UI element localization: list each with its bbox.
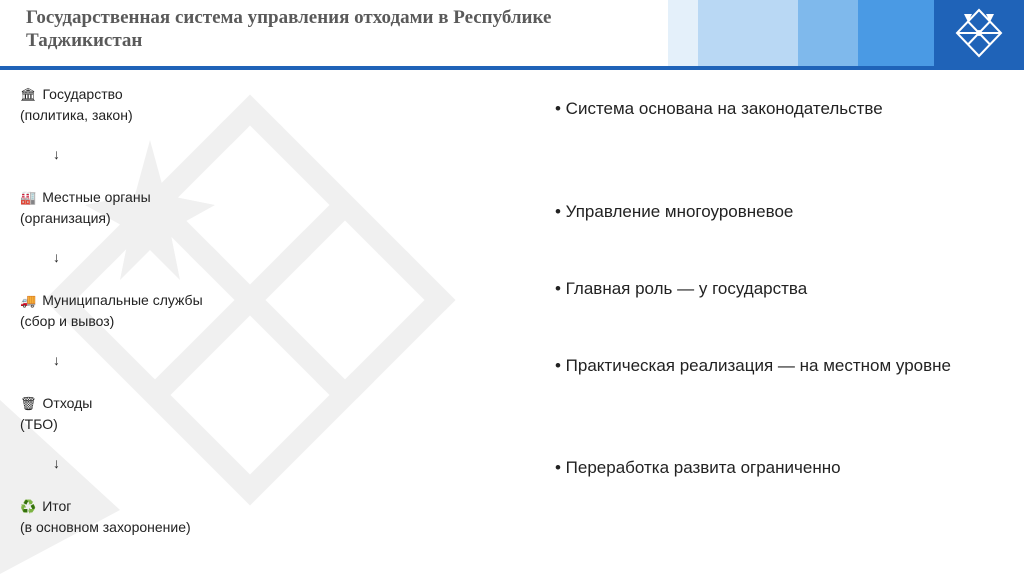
flow-step-subtitle: (организация)	[20, 210, 111, 226]
flow-step-title: Отходы	[42, 395, 93, 411]
header-stripe	[858, 0, 934, 66]
flow-step-waste	[20, 393, 440, 435]
header-stripe	[798, 0, 858, 66]
process-flow	[20, 84, 440, 538]
slide-header	[0, 0, 1024, 70]
flow-step-title: Муниципальные службы	[42, 292, 203, 308]
down-arrow-icon: ↓	[53, 249, 60, 265]
slide-title: Государственная система управления отходами в Республике Таджикистан	[26, 7, 552, 51]
flow-step-local-authorities	[20, 187, 440, 229]
factory-icon: 🏭	[20, 190, 37, 205]
flow-step-subtitle: (политика, закон)	[20, 107, 133, 123]
truck-icon: 🚚	[20, 293, 37, 308]
down-arrow-icon: ↓	[53, 352, 60, 368]
flow-step-subtitle: (ТБО)	[20, 416, 58, 432]
trash-bin-icon: 🗑	[20, 396, 37, 411]
flow-step-state	[20, 84, 440, 126]
flow-step-municipal-services	[20, 290, 440, 332]
down-arrow-icon: ↓	[53, 146, 60, 162]
bullet-point: • Главная роль — у государства	[555, 279, 808, 298]
bullet-point: • Управление многоуровневое	[555, 202, 794, 221]
government-building-icon: 🏛	[20, 87, 37, 102]
bullet-point: • Система основана на законодательстве	[555, 99, 883, 118]
recycle-icon: ♻️	[20, 499, 37, 514]
logo-emblem-icon	[934, 0, 1024, 66]
bullet-point: • Переработка развита ограниченно	[555, 458, 841, 477]
flow-step-subtitle: (сбор и вывоз)	[20, 313, 115, 329]
flow-step-title: Местные органы	[42, 189, 151, 205]
flow-step-title: Итог	[42, 498, 72, 514]
university-logo	[934, 0, 1024, 66]
flow-step-result	[20, 496, 440, 538]
down-arrow-icon: ↓	[53, 455, 60, 471]
header-stripe	[698, 0, 798, 66]
header-stripe	[668, 0, 698, 66]
bullet-point: • Практическая реализация — на местном уровне	[555, 356, 951, 375]
flow-step-subtitle: (в основном захоронение)	[20, 519, 191, 535]
flow-step-title: Государство	[42, 86, 123, 102]
